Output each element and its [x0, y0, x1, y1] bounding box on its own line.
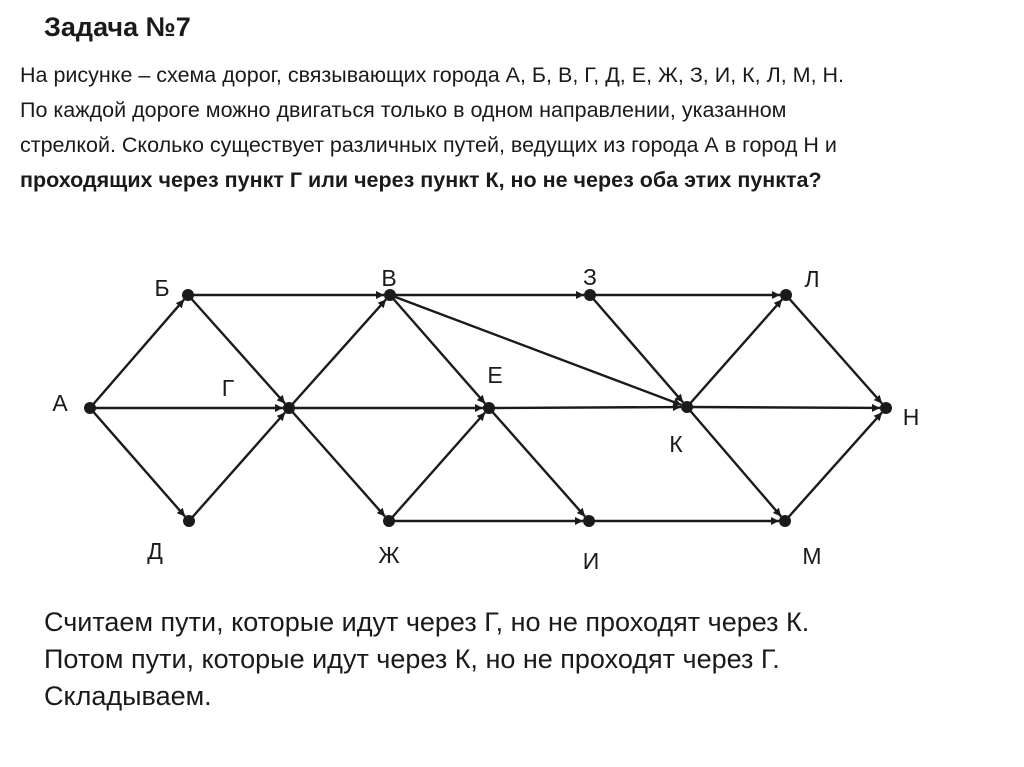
edge-M-N — [785, 412, 882, 521]
edge-E-I — [489, 408, 585, 517]
solution-text — [44, 604, 1004, 715]
edge-E-K — [489, 407, 681, 408]
labels-layer — [52, 264, 919, 574]
node-E — [483, 402, 495, 414]
node-Z — [584, 289, 596, 301]
node-G — [283, 402, 295, 414]
node-label-D: Д — [147, 538, 163, 565]
task-line-4: проходящих через пункт Г или через пункт К, но не через оба этих пункта? — [20, 168, 822, 192]
solution-line-3: Складываем. — [44, 681, 212, 711]
node-label-E: Е — [487, 362, 503, 389]
node-label-K: К — [669, 431, 683, 458]
node-L — [780, 289, 792, 301]
node-K — [681, 401, 693, 413]
edge-K-M — [687, 407, 781, 516]
edge-K-L — [687, 299, 782, 407]
edge-V-E — [390, 295, 485, 403]
task-title: Задача №7 — [44, 12, 191, 42]
edge-G-V — [289, 299, 386, 408]
node-label-L: Л — [804, 266, 820, 293]
solution-line-2: Потом пути, которые идут через К, но не проходят через Г. — [44, 644, 780, 674]
solution-line-1: Считаем пути, которые идут через Г, но не проходят через К. — [44, 607, 810, 637]
task-line-2: По каждой дороге можно двигаться только в одном направлении, указанном — [20, 98, 787, 122]
edge-Zh-E — [389, 412, 485, 521]
node-D — [183, 515, 195, 527]
edge-D-G — [189, 412, 285, 521]
node-label-G: Г — [221, 375, 235, 402]
node-label-B: Б — [154, 275, 170, 302]
node-N — [880, 402, 892, 414]
node-label-Z: З — [583, 264, 597, 291]
node-label-A: А — [52, 390, 68, 417]
node-label-N: Н — [902, 404, 920, 431]
edge-K-N — [687, 407, 880, 408]
node-M — [779, 515, 791, 527]
task-line-1: На рисунке – схема дорог, связывающих города А, Б, В, Г, Д, Е, Ж, З, И, К, Л, М, Н. — [20, 63, 845, 87]
node-label-I: И — [582, 548, 600, 575]
edge-A-D — [90, 408, 185, 516]
node-Zh — [383, 515, 395, 527]
edge-Z-K — [590, 295, 683, 402]
node-B — [182, 289, 194, 301]
node-label-V: В — [381, 265, 397, 292]
node-I — [583, 515, 595, 527]
node-A — [84, 402, 96, 414]
node-label-Zh: Ж — [378, 542, 400, 569]
edge-B-G — [188, 295, 285, 404]
node-label-M: М — [802, 543, 822, 570]
edge-G-Zh — [289, 408, 385, 517]
task-line-3: стрелкой. Сколько существует различных путей, ведущих из города А в город Н и — [20, 133, 837, 157]
edge-L-N — [786, 295, 882, 404]
edge-A-B — [90, 300, 184, 408]
